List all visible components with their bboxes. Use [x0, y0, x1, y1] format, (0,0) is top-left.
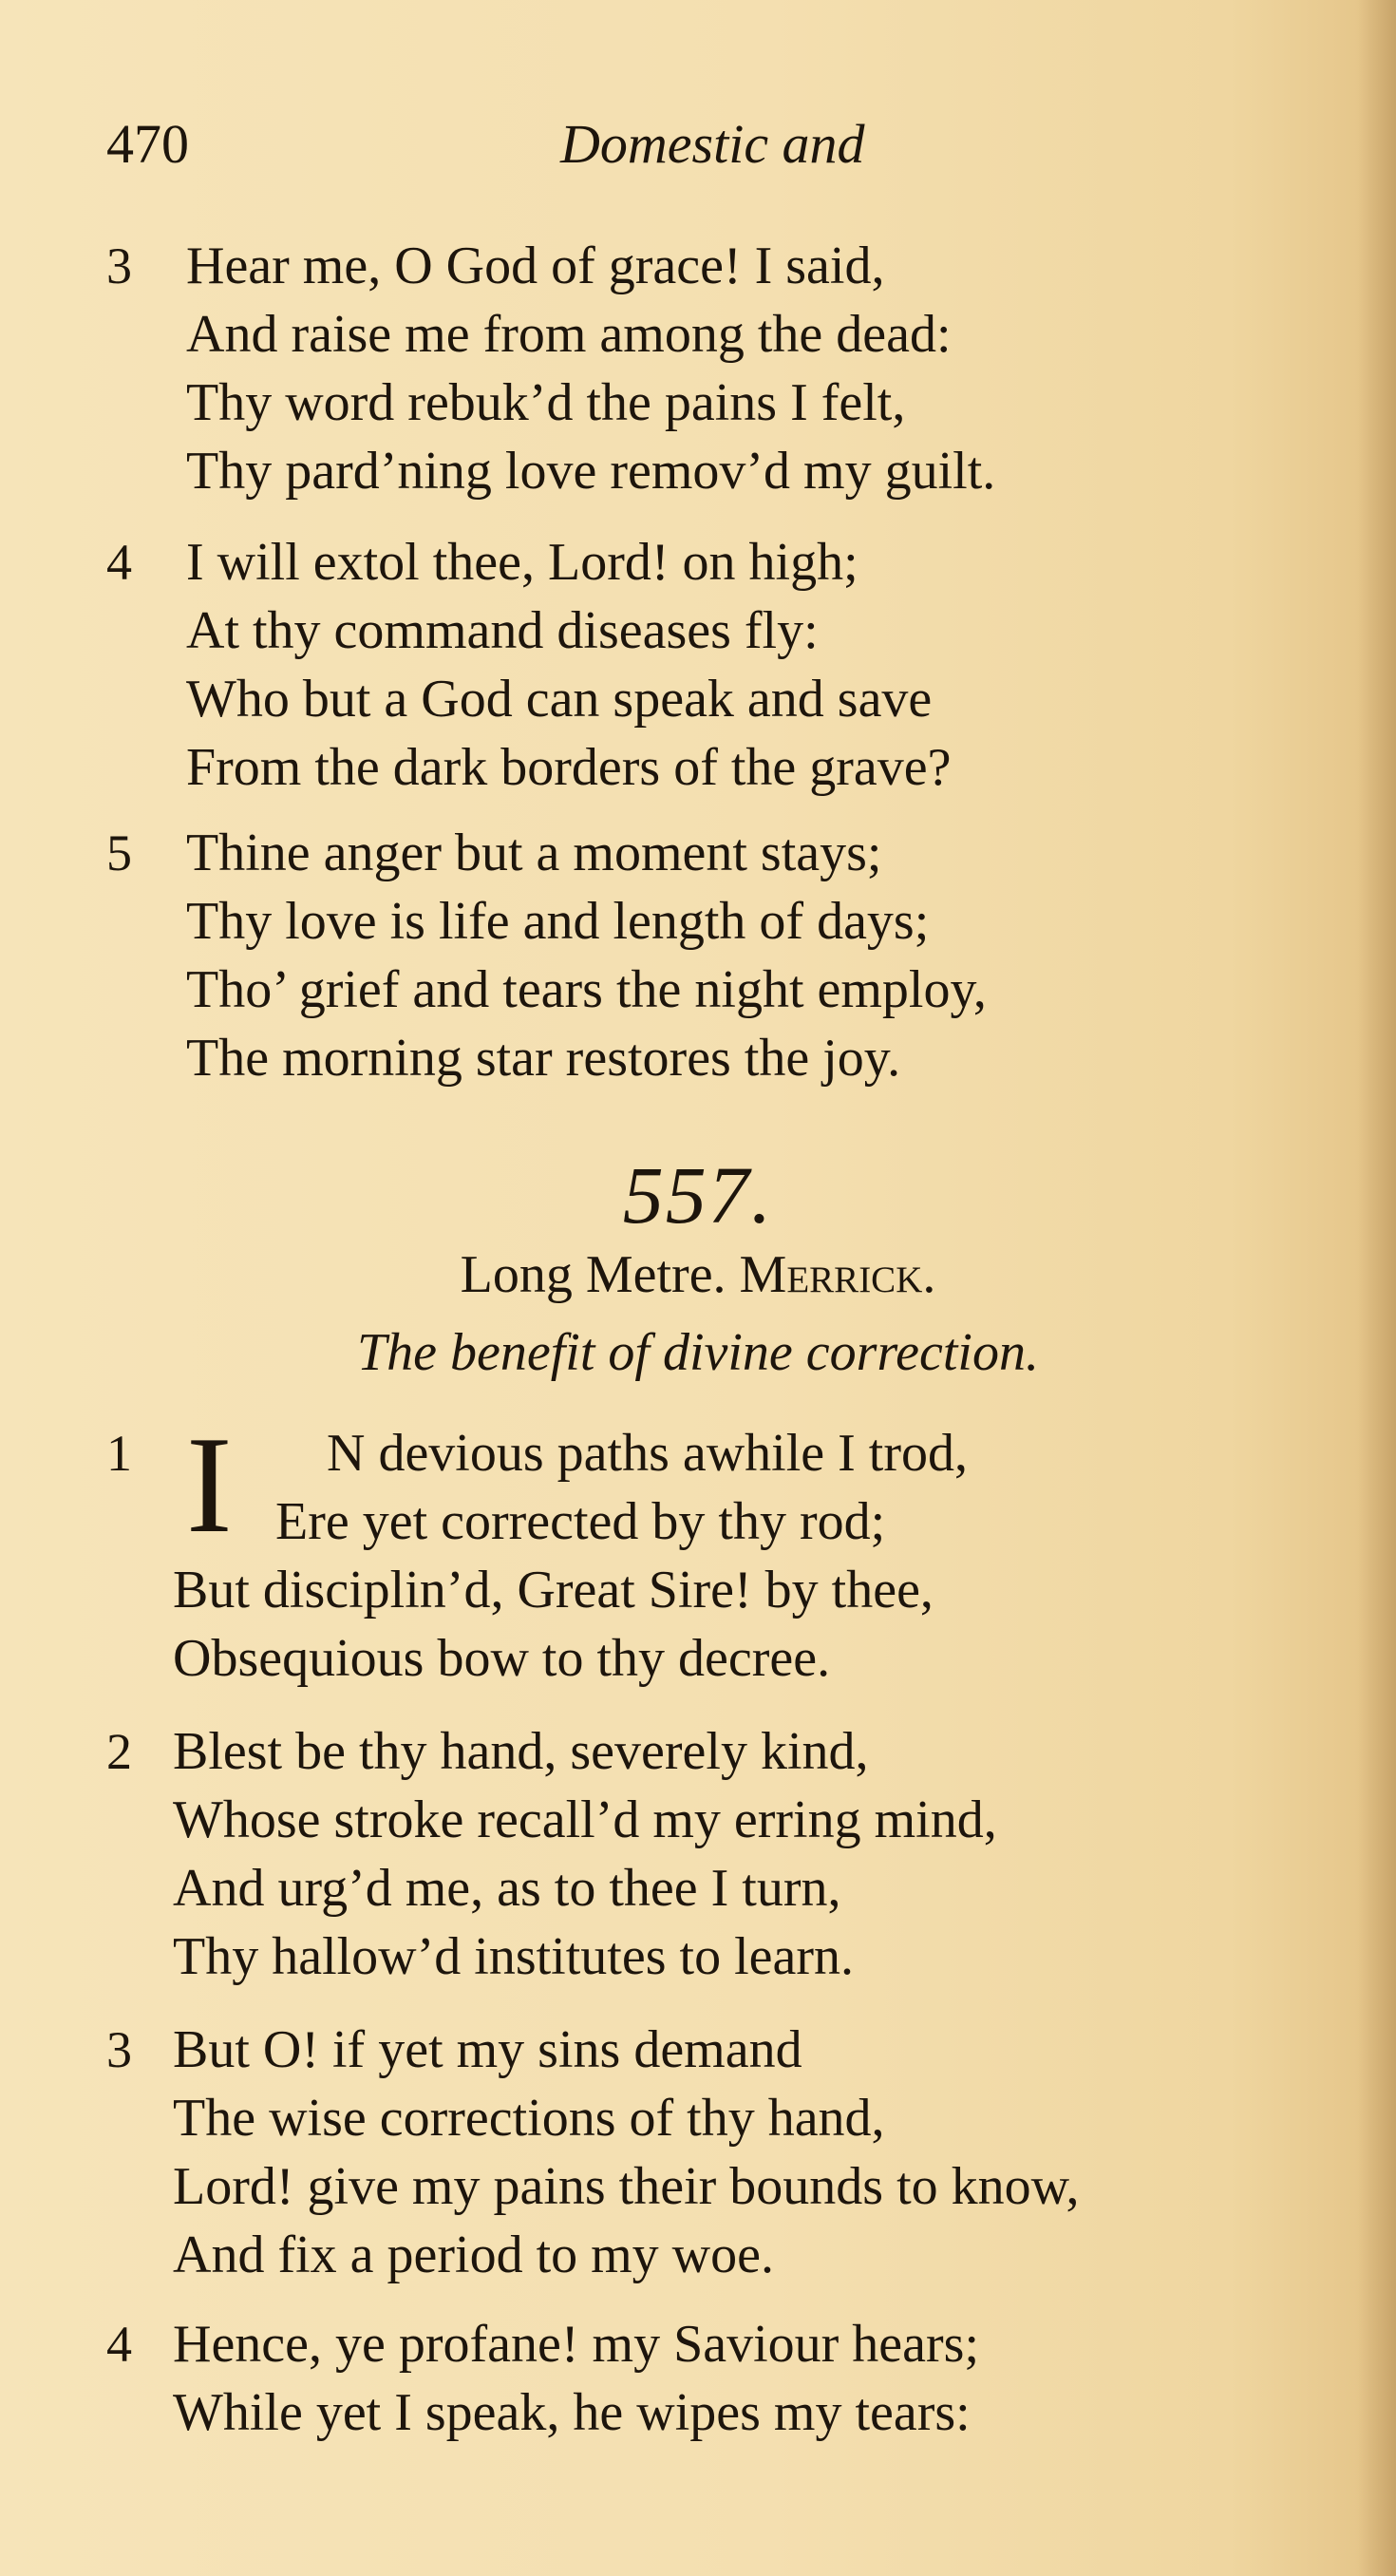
verse-line: N devious paths awhile I trod,: [327, 1424, 968, 1483]
verse-line: From the dark borders of the grave?: [186, 738, 952, 797]
stanza-4: [106, 2310, 1293, 2447]
verse-line: Ere yet corrected by thy rod;: [275, 1492, 886, 1551]
verse-line: Tho’ grief and tears the night employ,: [186, 960, 987, 1019]
verse-line: While yet I speak, he wipes my tears:: [173, 2383, 971, 2442]
page-number: 470: [106, 113, 189, 175]
stanza-number: 3: [106, 2021, 132, 2078]
stanza-1: [106, 1408, 1293, 1693]
hymn-number: 557.: [622, 1149, 774, 1241]
stanza-3: [106, 2016, 1293, 2289]
hymn-subject: The benefit of divine correction.: [357, 1323, 1039, 1382]
stanza-number: 5: [106, 824, 132, 881]
verse-line: And fix a period to my woe.: [173, 2226, 774, 2284]
running-title: Domestic and: [560, 113, 865, 175]
drop-cap: I: [186, 1408, 233, 1562]
running-header: [106, 112, 1284, 188]
verse-line: Thine anger but a moment stays;: [186, 824, 882, 882]
meter-label: Long Metre.: [460, 1245, 726, 1304]
verse-line: Lord! give my pains their bounds to know,: [173, 2157, 1080, 2216]
stanza-2: [106, 1717, 1293, 1991]
hymn-meter-line: [0, 1244, 1396, 1305]
verse-line: Thy hallow’d institutes to learn.: [173, 1927, 854, 1986]
verse-line: And raise me from among the dead:: [186, 305, 952, 364]
verse-line: Who but a God can speak and save: [186, 670, 933, 729]
verse-line: I will extol thee, Lord! on high;: [186, 533, 858, 592]
verse-line: At thy command diseases fly:: [186, 601, 819, 660]
prev-stanza-3: [106, 232, 1293, 505]
verse-line: Whose stroke recall’d my erring mind,: [173, 1790, 997, 1849]
verse-line: Thy word rebuk’d the pains I felt,: [186, 373, 906, 432]
verse-line: Blest be thy hand, severely kind,: [173, 1722, 869, 1781]
stanza-number: 3: [106, 237, 132, 294]
tune-name: Merrick.: [739, 1245, 936, 1304]
verse-line: And urg’d me, as to thee I turn,: [173, 1859, 841, 1918]
verse-line: The wise corrections of thy hand,: [173, 2089, 885, 2148]
verse-line: Thy pard’ning love remov’d my guilt.: [186, 442, 996, 501]
stanza-number: 2: [106, 1723, 132, 1780]
verse-line: But O! if yet my sins demand: [173, 2020, 802, 2079]
verse-line: Obsequious bow to thy decree.: [173, 1629, 831, 1688]
prev-stanza-5: [106, 819, 1293, 1092]
prev-stanza-4: [106, 528, 1293, 802]
verse-line: Thy love is life and length of days;: [186, 892, 930, 951]
verse-line: Hence, ye profane! my Saviour hears;: [173, 2315, 979, 2374]
verse-line: The morning star restores the joy.: [186, 1029, 901, 1088]
verse-line: But disciplin’d, Great Sire! by thee,: [173, 1561, 934, 1619]
stanza-number: 4: [106, 534, 132, 591]
stanza-number: 1: [106, 1425, 132, 1482]
stanza-number: 4: [106, 2316, 132, 2373]
verse-line: Hear me, O God of grace! I said,: [186, 237, 885, 295]
